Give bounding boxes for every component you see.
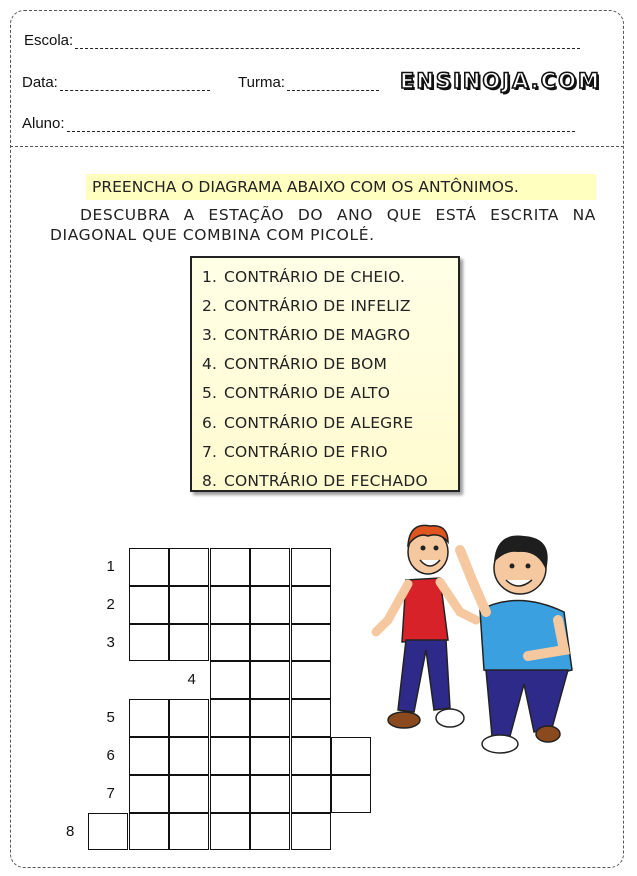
clue-list	[190, 256, 460, 492]
clue-number: 8.	[202, 471, 218, 490]
crossword-cell[interactable]	[169, 586, 209, 624]
clue-item	[202, 262, 458, 291]
student-label: Aluno:	[22, 115, 65, 132]
crossword-cell[interactable]	[169, 813, 209, 851]
clue-number: 7.	[202, 442, 218, 461]
student-field[interactable]	[22, 115, 575, 132]
clue-item	[202, 291, 458, 320]
school-label: Escola:	[24, 32, 74, 49]
crossword-row-number: 7	[106, 784, 115, 802]
crossword-cell[interactable]	[129, 813, 169, 851]
crossword-row-number: 1	[106, 558, 115, 575]
clue-text: CONTRÁRIO DE BOM	[224, 355, 388, 374]
crossword-cell[interactable]	[210, 775, 250, 813]
date-label: Data:	[22, 74, 58, 91]
crossword-cell[interactable]	[169, 624, 209, 662]
crossword-cell[interactable]	[210, 624, 250, 662]
date-field[interactable]	[22, 74, 210, 91]
crossword-cell[interactable]	[250, 775, 290, 813]
crossword-cell[interactable]	[210, 586, 250, 624]
crossword-row-number: 8	[66, 822, 75, 840]
instruction-banner	[86, 174, 596, 200]
class-label: Turma:	[238, 74, 285, 91]
crossword-cell[interactable]	[210, 661, 250, 699]
crossword-row-number: 4	[187, 671, 196, 689]
date-line[interactable]	[60, 78, 210, 91]
crossword-row-number: 5	[106, 709, 115, 727]
clue-item	[202, 437, 458, 466]
clue-item	[202, 350, 458, 379]
clue-item	[202, 379, 458, 408]
header-divider	[10, 146, 624, 147]
boy-blue-shirt-icon	[460, 536, 572, 753]
crossword-cell[interactable]	[129, 624, 169, 662]
crossword-cell[interactable]	[210, 737, 250, 775]
clue-item	[202, 466, 458, 495]
crossword-cell[interactable]	[291, 699, 331, 737]
clue-number: 5.	[202, 384, 218, 403]
crossword-cell[interactable]	[331, 737, 371, 775]
clue-number: 1.	[202, 267, 218, 286]
crossword-cell[interactable]	[291, 586, 331, 624]
instruction-text: PREENCHA O DIAGRAMA ABAIXO COM OS ANTÔNIMOS.	[92, 178, 519, 196]
school-line[interactable]	[75, 36, 580, 49]
clue-text: CONTRÁRIO DE FECHADO	[224, 471, 428, 490]
clue-text: CONTRÁRIO DE FRIO	[224, 442, 388, 461]
crossword-cell[interactable]	[169, 699, 209, 737]
student-line[interactable]	[67, 119, 575, 132]
crossword-cell[interactable]	[250, 737, 290, 775]
crossword-cell[interactable]	[129, 548, 169, 586]
crossword-cell[interactable]	[210, 813, 250, 851]
class-field[interactable]	[238, 74, 379, 91]
clue-text: CONTRÁRIO DE ALTO	[224, 384, 391, 403]
site-logo: ENSINOJA.COM	[400, 69, 601, 93]
clue-number: 3.	[202, 325, 218, 344]
crossword-cell[interactable]	[129, 699, 169, 737]
crossword-row-number: 6	[106, 747, 115, 764]
task-paragraph: DESCUBRA A ESTAÇÃO DO ANO QUE ESTÁ ESCRITA NA DIAGONAL QUE COMBINA COM PICOLÉ.	[50, 206, 596, 244]
crossword-cell[interactable]	[291, 624, 331, 662]
clue-text: CONTRÁRIO DE MAGRO	[224, 325, 411, 344]
school-field[interactable]	[24, 32, 580, 49]
clue-number: 2.	[202, 296, 218, 315]
crossword-cell[interactable]	[331, 775, 371, 813]
clue-item	[202, 408, 458, 437]
crossword-cell[interactable]	[250, 813, 290, 851]
two-boys-illustration	[368, 520, 578, 760]
crossword-cell[interactable]	[291, 737, 331, 775]
crossword-cell[interactable]	[291, 548, 331, 586]
crossword-cell[interactable]	[291, 661, 331, 699]
clue-number: 4.	[202, 355, 218, 374]
crossword-cell[interactable]	[88, 813, 128, 851]
clue-text: CONTRÁRIO DE ALEGRE	[224, 413, 414, 432]
crossword-cell[interactable]	[250, 548, 290, 586]
crossword-cell[interactable]	[291, 775, 331, 813]
class-line[interactable]	[287, 78, 379, 91]
crossword-cell[interactable]	[250, 586, 290, 624]
clue-item	[202, 320, 458, 349]
clue-number: 6.	[202, 413, 218, 432]
crossword-row-number: 2	[106, 595, 115, 613]
crossword-cell[interactable]	[210, 548, 250, 586]
crossword-row-number: 3	[106, 633, 115, 651]
crossword-cell[interactable]	[210, 699, 250, 737]
crossword-cell[interactable]	[129, 586, 169, 624]
crossword-cell[interactable]	[129, 775, 169, 813]
crossword-cell[interactable]	[169, 548, 209, 586]
crossword-cell[interactable]	[250, 661, 290, 699]
crossword-cell[interactable]	[250, 624, 290, 662]
crossword-cell[interactable]	[169, 775, 209, 813]
crossword-cell[interactable]	[169, 737, 209, 775]
crossword-cell[interactable]	[129, 737, 169, 775]
clue-text: CONTRÁRIO DE CHEIO.	[224, 267, 406, 286]
crossword-cell[interactable]	[250, 699, 290, 737]
clue-text: CONTRÁRIO DE INFELIZ	[224, 296, 411, 315]
crossword-cell[interactable]	[291, 813, 331, 851]
